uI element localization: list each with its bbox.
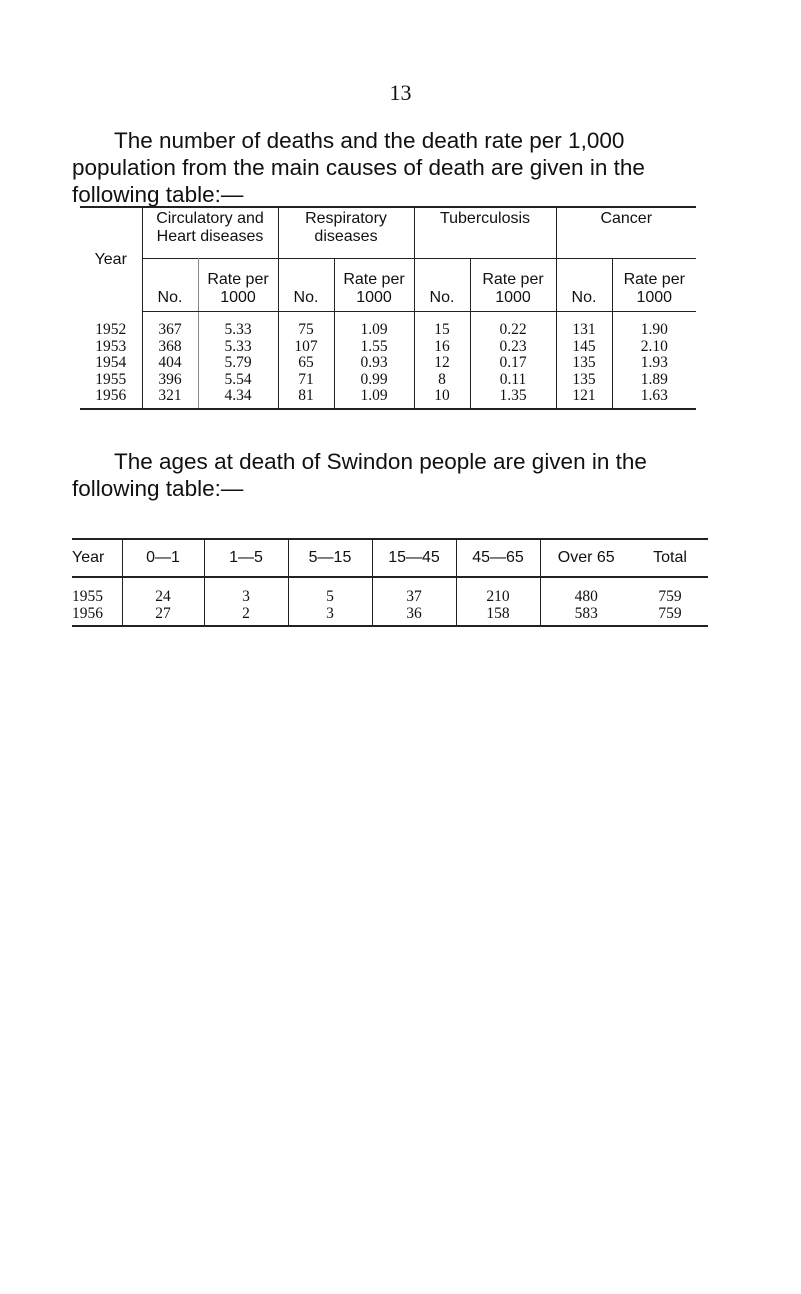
table-cell: 1.35: [470, 388, 556, 409]
table-row: [72, 577, 708, 605]
intro-paragraph-causes: [72, 127, 722, 208]
page-number: 13: [389, 80, 412, 105]
table-cell: 396: [142, 372, 198, 389]
table-cell: 1.63: [612, 388, 696, 409]
table-cell: 1.09: [334, 388, 414, 409]
paragraph-text: The number of deaths and the death rate per 1,000 population from the main causes of death are given in the following table:—: [72, 128, 645, 207]
group-header-tuberculosis: Tuberculosis: [414, 207, 556, 259]
group-header-cancer: Cancer: [556, 207, 696, 259]
subheader-no: No.: [142, 259, 198, 312]
subheader-rate: Rate per 1000: [334, 259, 414, 312]
column-header-age-0-1: 0—1: [122, 539, 204, 577]
table-row: [80, 388, 696, 409]
table-cell: 0.17: [470, 355, 556, 372]
table-row: [80, 355, 696, 372]
intro-paragraph-ages: [72, 448, 722, 502]
table-cell: 37: [372, 577, 456, 605]
table-cell: 5.33: [198, 312, 278, 339]
table-cell: 1.09: [334, 312, 414, 339]
year-column-header: Year: [80, 207, 142, 312]
causes-of-death-table: [80, 206, 696, 410]
table-cell: 75: [278, 312, 334, 339]
year-cell: 1955: [80, 372, 142, 389]
year-cell: 1956: [80, 388, 142, 409]
subheader-no: No.: [278, 259, 334, 312]
table-cell: 5: [288, 577, 372, 605]
subheader-rate: Rate per 1000: [198, 259, 278, 312]
table-cell: 158: [456, 605, 540, 626]
paragraph-text: The ages at death of Swindon people are given in the following table:—: [72, 449, 647, 501]
table-cell: 81: [278, 388, 334, 409]
table-cell: 65: [278, 355, 334, 372]
table-cell: 4.34: [198, 388, 278, 409]
column-header-age-15-45: 15—45: [372, 539, 456, 577]
table-cell: 0.23: [470, 339, 556, 356]
table-cell: 0.22: [470, 312, 556, 339]
table-cell: 1.90: [640, 321, 668, 338]
column-header-year: Year: [72, 539, 122, 577]
subheader-no: No.: [414, 259, 470, 312]
table-cell: 121: [556, 388, 612, 409]
ages-at-death-table: [72, 538, 708, 627]
table-cell: 759: [658, 588, 682, 605]
table-cell: 71: [278, 372, 334, 389]
table-row: [80, 372, 696, 389]
table-cell: 1.55: [334, 339, 414, 356]
year-cell: 1953: [80, 339, 142, 356]
group-header-respiratory: Respiratory diseases: [278, 207, 414, 259]
year-cell: 1956: [72, 605, 122, 626]
table-row: [72, 605, 708, 626]
table-cell: 135: [556, 372, 612, 389]
table-cell: 0.93: [334, 355, 414, 372]
table-cell: 27: [122, 605, 204, 626]
table-cell: 0.99: [334, 372, 414, 389]
table-cell: 3: [204, 577, 288, 605]
table-cell: 210: [456, 577, 540, 605]
subheader-rate: Rate per 1000: [470, 259, 556, 312]
column-header-age-45-65: 45—65: [456, 539, 540, 577]
table-cell: 5.33: [198, 339, 278, 356]
table-row: [80, 339, 696, 356]
column-header-total: Total: [632, 539, 708, 577]
table-cell: 36: [372, 605, 456, 626]
table-cell: 12: [414, 355, 470, 372]
subheader-rate: Rate per 1000: [612, 259, 696, 312]
table-cell: 0.11: [470, 372, 556, 389]
year-cell: 1952: [80, 312, 142, 339]
table-cell: 480: [574, 588, 598, 605]
table-cell: 5.54: [198, 372, 278, 389]
table-cell: 2.10: [640, 337, 668, 355]
year-cell: 1955: [72, 577, 122, 605]
table-cell: 759: [632, 605, 708, 626]
column-header-age-1-5: 1—5: [204, 539, 288, 577]
table-cell: 321: [142, 388, 198, 409]
column-header-over-65: Over 65: [540, 539, 632, 577]
table-cell: 583: [540, 605, 632, 626]
table-cell: 10: [414, 388, 470, 409]
table-row: [80, 312, 696, 339]
table-cell: 368: [142, 339, 198, 356]
table-cell: 3: [288, 605, 372, 626]
table-cell: 404: [142, 355, 198, 372]
table-cell: 135: [556, 355, 612, 372]
table-cell: 107: [278, 339, 334, 356]
table-cell: 24: [122, 577, 204, 605]
table-cell: 15: [414, 312, 470, 339]
table-cell: 16: [414, 339, 470, 356]
table-cell: 367: [142, 312, 198, 339]
table-cell: 8: [414, 372, 470, 389]
table-cell: 2: [204, 605, 288, 626]
table-cell: 1.89: [640, 370, 668, 388]
group-header-circulatory: Circulatory and Heart diseases: [142, 207, 278, 259]
column-header-age-5-15: 5—15: [288, 539, 372, 577]
subheader-no: No.: [556, 259, 612, 312]
table-cell: 145: [556, 339, 612, 356]
year-cell: 1954: [80, 355, 142, 372]
table-cell: 1.93: [640, 354, 668, 371]
table-cell: 131: [556, 312, 612, 339]
table-cell: 5.79: [198, 355, 278, 372]
